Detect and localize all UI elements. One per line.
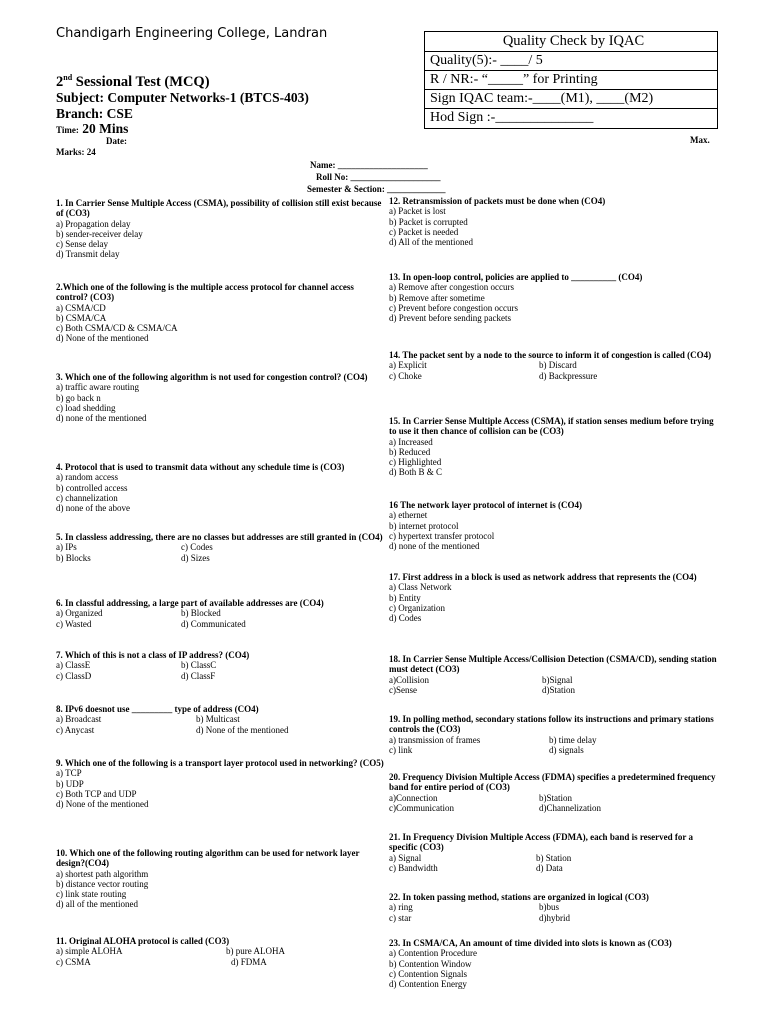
option[interactable]: b) go back n <box>56 392 101 403</box>
quality-score-field: Quality(5):- ____/ 5 <box>425 51 717 70</box>
question-10 <box>56 848 384 910</box>
name-field: Name: ____________________ <box>310 160 428 170</box>
option[interactable]: b) distance vector routing <box>56 878 149 889</box>
question-text: 4. Protocol that is used to transmit data without any schedule time is (CO3) <box>56 462 345 472</box>
test-ordinal: 2 <box>56 73 64 90</box>
question-19 <box>389 714 719 755</box>
college-name: Chandigarh Engineering College, Landran <box>56 26 328 41</box>
r-nr-field: R / NR:- “_____” for Printing <box>425 70 717 89</box>
question-18 <box>389 654 719 695</box>
option[interactable]: a) Remove after congestion occurs <box>389 282 514 293</box>
option[interactable]: a)Connection <box>389 792 438 803</box>
option[interactable]: c) Packet is needed <box>389 226 459 237</box>
time-line <box>56 121 128 137</box>
option[interactable]: a) Explicit <box>389 360 427 371</box>
option[interactable]: d) All of the mentioned <box>389 237 473 248</box>
option[interactable]: a) Class Network <box>389 582 452 593</box>
question-3 <box>56 372 384 423</box>
option[interactable]: c) Organization <box>389 602 446 613</box>
question-text: 16 The network layer protocol of internet is (CO4) <box>389 500 582 510</box>
question-text: 19. In polling method, secondary stations follow its instructions and primary stations controls the (CO3) <box>389 714 714 735</box>
time-value: 20 Mins <box>78 121 129 136</box>
question-text: 18. In Carrier Sense Multiple Access/Collision Detection (CSMA/CD), sending station must detect (CO3) <box>389 654 717 675</box>
option[interactable]: a) CSMA/CD <box>56 302 106 313</box>
option[interactable]: a) Increased <box>389 436 433 447</box>
question-text: 6. In classful addressing, a large part of available addresses are (CO4) <box>56 598 324 608</box>
option[interactable]: d)Channelization <box>539 802 601 813</box>
option[interactable]: d) Sizes <box>181 552 210 563</box>
option[interactable]: d) none of the mentioned <box>389 541 480 552</box>
question-text: 8. IPv6 doesnot use _________ type of address (CO4) <box>56 704 259 714</box>
question-text: 21. In Frequency Division Multiple Access (FDMA), each band is reserved for a specific (CO3) <box>389 832 693 853</box>
option[interactable]: d) Both B & C <box>389 467 443 478</box>
question-text: 22. In token passing method, stations are organized in logical (CO3) <box>389 892 649 902</box>
question-17 <box>389 572 719 623</box>
option[interactable]: a) Propagation delay <box>56 218 131 229</box>
option[interactable]: b) pure ALOHA <box>226 946 285 957</box>
question-6 <box>56 598 384 629</box>
option[interactable]: b) Remove after sometime <box>389 292 485 303</box>
option[interactable]: a) Signal <box>389 852 422 863</box>
question-text: 17. First address in a block is used as network address that represents the (CO4) <box>389 572 697 582</box>
question-5 <box>56 532 384 563</box>
option[interactable]: c) link state routing <box>56 889 127 900</box>
option[interactable]: d) Data <box>536 862 563 873</box>
option[interactable]: c) Both TCP and UDP <box>56 788 137 799</box>
question-text: 13. In open-loop control, policies are applied to __________ (CO4) <box>389 272 643 282</box>
test-title-text: Sessional Test (MCQ) <box>72 73 210 90</box>
option[interactable]: b) Reduced <box>389 446 431 457</box>
option[interactable]: b) Multicast <box>196 714 240 725</box>
question-text: 11. Original ALOHA protocol is called (CO3) <box>56 936 230 946</box>
question-text: 3. Which one of the following algorithm is not used for congestion control? (CO4) <box>56 372 368 382</box>
question-11 <box>56 936 384 967</box>
option[interactable]: a) Broadcast <box>56 714 102 725</box>
option[interactable]: b) ClassC <box>181 660 217 671</box>
question-text: 20. Frequency Division Multiple Access (FDMA) specifies a predetermined frequency band for entire period of (CO3) <box>389 772 716 793</box>
option[interactable]: d) Prevent before sending packets <box>389 313 511 324</box>
option[interactable]: a) Organized <box>56 608 103 619</box>
question-23 <box>389 938 719 989</box>
option[interactable]: c) Prevent before congestion occurs <box>389 302 518 313</box>
time-label: Time: <box>56 125 79 135</box>
option[interactable]: d) none of the mentioned <box>56 413 147 424</box>
option[interactable]: c) Contention Signals <box>389 968 467 979</box>
branch-line: Branch: CSE <box>56 106 133 121</box>
iqac-sign-field: Sign IQAC team:-____(M1), ____(M2) <box>425 89 717 108</box>
option[interactable]: c) Highlighted <box>389 457 442 468</box>
option[interactable]: a) random access <box>56 472 118 483</box>
option[interactable]: d) Codes <box>389 613 422 624</box>
option[interactable]: b) internet protocol <box>389 520 459 531</box>
question-text: 10. Which one of the following routing algorithm can be used for network layer design?(CO4) <box>56 848 360 869</box>
option[interactable]: a) transmission of frames <box>389 734 481 745</box>
test-ordinal-sup: nd <box>63 73 73 82</box>
option[interactable]: c) Wasted <box>56 618 92 629</box>
option[interactable]: d) Contention Energy <box>389 979 467 990</box>
option[interactable]: d) ClassF <box>181 670 216 681</box>
quality-check-box <box>424 31 718 129</box>
question-15 <box>389 416 719 478</box>
option[interactable]: b) Station <box>536 852 572 863</box>
subject-line: Subject: Computer Networks-1 (BTCS-403) <box>56 90 309 105</box>
option[interactable]: c) Sense delay <box>56 239 108 250</box>
question-text: 15. In Carrier Sense Multiple Access (CSMA), if station senses medium before trying to use it then chance of collision can be (CO3) <box>389 416 714 437</box>
question-12 <box>389 196 719 247</box>
option[interactable]: b) sender-receiver delay <box>56 228 143 239</box>
option[interactable]: a) ethernet <box>389 510 428 521</box>
option[interactable]: a) simple ALOHA <box>56 946 123 957</box>
option[interactable]: b)bus <box>539 902 559 913</box>
max-label: Max. <box>690 135 710 145</box>
question-13 <box>389 272 719 323</box>
question-22 <box>389 892 719 923</box>
option[interactable]: c) Anycast <box>56 724 95 735</box>
option[interactable]: a) Contention Procedure <box>389 948 477 959</box>
marks-line: Marks: 24 <box>56 147 96 157</box>
hod-sign-field: Hod Sign :-______________ <box>425 108 717 128</box>
question-21 <box>389 832 719 873</box>
option[interactable]: b) Contention Window <box>389 958 472 969</box>
option[interactable]: c) ClassD <box>56 670 92 681</box>
question-text: 1. In Carrier Sense Multiple Access (CSMA), possibility of collision still exist because of (CO3) <box>56 198 382 219</box>
option[interactable]: d) Transmit delay <box>56 249 120 260</box>
option[interactable]: d) Communicated <box>181 618 246 629</box>
question-2 <box>56 282 384 344</box>
option[interactable]: c) star <box>389 912 412 923</box>
option[interactable]: c) hypertext transfer protocol <box>389 530 495 541</box>
option[interactable]: b) CSMA/CA <box>56 312 107 323</box>
option[interactable]: a) shortest path algorithm <box>56 868 149 879</box>
quality-box-title: Quality Check by IQAC <box>502 33 645 49</box>
option[interactable]: d) None of the mentioned <box>196 724 289 735</box>
question-text: 9. Which one of the following is a transport layer protocol used in networking? (CO5) <box>56 758 384 768</box>
option[interactable]: b)Signal <box>542 674 573 685</box>
option[interactable]: d) FDMA <box>231 956 267 967</box>
option[interactable]: c) Codes <box>181 542 213 553</box>
option[interactable]: c) channelization <box>56 492 118 503</box>
option[interactable]: a) Packet is lost <box>389 206 446 217</box>
option[interactable]: b) Packet is corrupted <box>389 216 468 227</box>
question-1 <box>56 198 384 260</box>
option[interactable]: b) UDP <box>56 778 84 789</box>
option[interactable]: c) Bandwidth <box>389 862 438 873</box>
option[interactable]: a) traffic aware routing <box>56 382 140 393</box>
question-4 <box>56 462 384 513</box>
question-text: 23. In CSMA/CA, An amount of time divided into slots is known as (CO3) <box>389 938 672 948</box>
option[interactable]: a) IPs <box>56 542 77 553</box>
option[interactable]: d)hybrid <box>539 912 570 923</box>
option[interactable]: a) TCP <box>56 768 82 779</box>
option[interactable]: b)Station <box>539 792 572 803</box>
question-text: 14. The packet sent by a node to the source to inform it of congestion is called (CO4) <box>389 350 712 360</box>
option[interactable]: d) Backpressure <box>539 370 598 381</box>
option[interactable]: c) Choke <box>389 370 422 381</box>
test-title <box>56 73 210 91</box>
roll-no-field: Roll No: ____________________ <box>316 172 441 182</box>
option[interactable]: d) none of the above <box>56 503 130 514</box>
option[interactable]: d) all of the mentioned <box>56 899 138 910</box>
option[interactable]: b) time delay <box>549 734 597 745</box>
date-label: Date: <box>106 136 127 146</box>
question-14 <box>389 350 719 381</box>
option[interactable]: b) Entity <box>389 592 421 603</box>
option[interactable]: d) None of the mentioned <box>56 333 149 344</box>
question-text: 5. In classless addressing, there are no classes but addresses are still granted in (CO4) <box>56 532 383 542</box>
option[interactable]: a) ring <box>389 902 413 913</box>
option[interactable]: c) CSMA <box>56 956 91 967</box>
option[interactable]: a)Collision <box>389 674 429 685</box>
option[interactable]: b) Blocks <box>56 552 91 563</box>
semester-section-field: Semester & Section: _____________ <box>307 184 446 194</box>
option[interactable]: c)Communication <box>389 802 454 813</box>
option[interactable]: c) link <box>389 744 413 755</box>
question-16 <box>389 500 719 551</box>
question-text: 2.Which one of the following is the multiple access protocol for channel access control? (CO3) <box>56 282 354 303</box>
option[interactable]: c) load shedding <box>56 402 116 413</box>
option[interactable]: b) Blocked <box>181 608 221 619</box>
question-text: 7. Which of this is not a class of IP address? (CO4) <box>56 650 250 660</box>
option[interactable]: c) Both CSMA/CD & CSMA/CA <box>56 323 178 334</box>
option[interactable]: b) controlled access <box>56 482 128 493</box>
question-8 <box>56 704 384 735</box>
question-20 <box>389 772 719 813</box>
question-text: 12. Retransmission of packets must be done when (CO4) <box>389 196 606 206</box>
option[interactable]: d) None of the mentioned <box>56 799 149 810</box>
option[interactable]: a) ClassE <box>56 660 91 671</box>
option[interactable]: c)Sense <box>389 684 417 695</box>
option[interactable]: b) Discard <box>539 360 577 371</box>
question-9 <box>56 758 384 809</box>
question-7 <box>56 650 384 681</box>
option[interactable]: d)Station <box>542 684 575 695</box>
option[interactable]: d) signals <box>549 744 584 755</box>
